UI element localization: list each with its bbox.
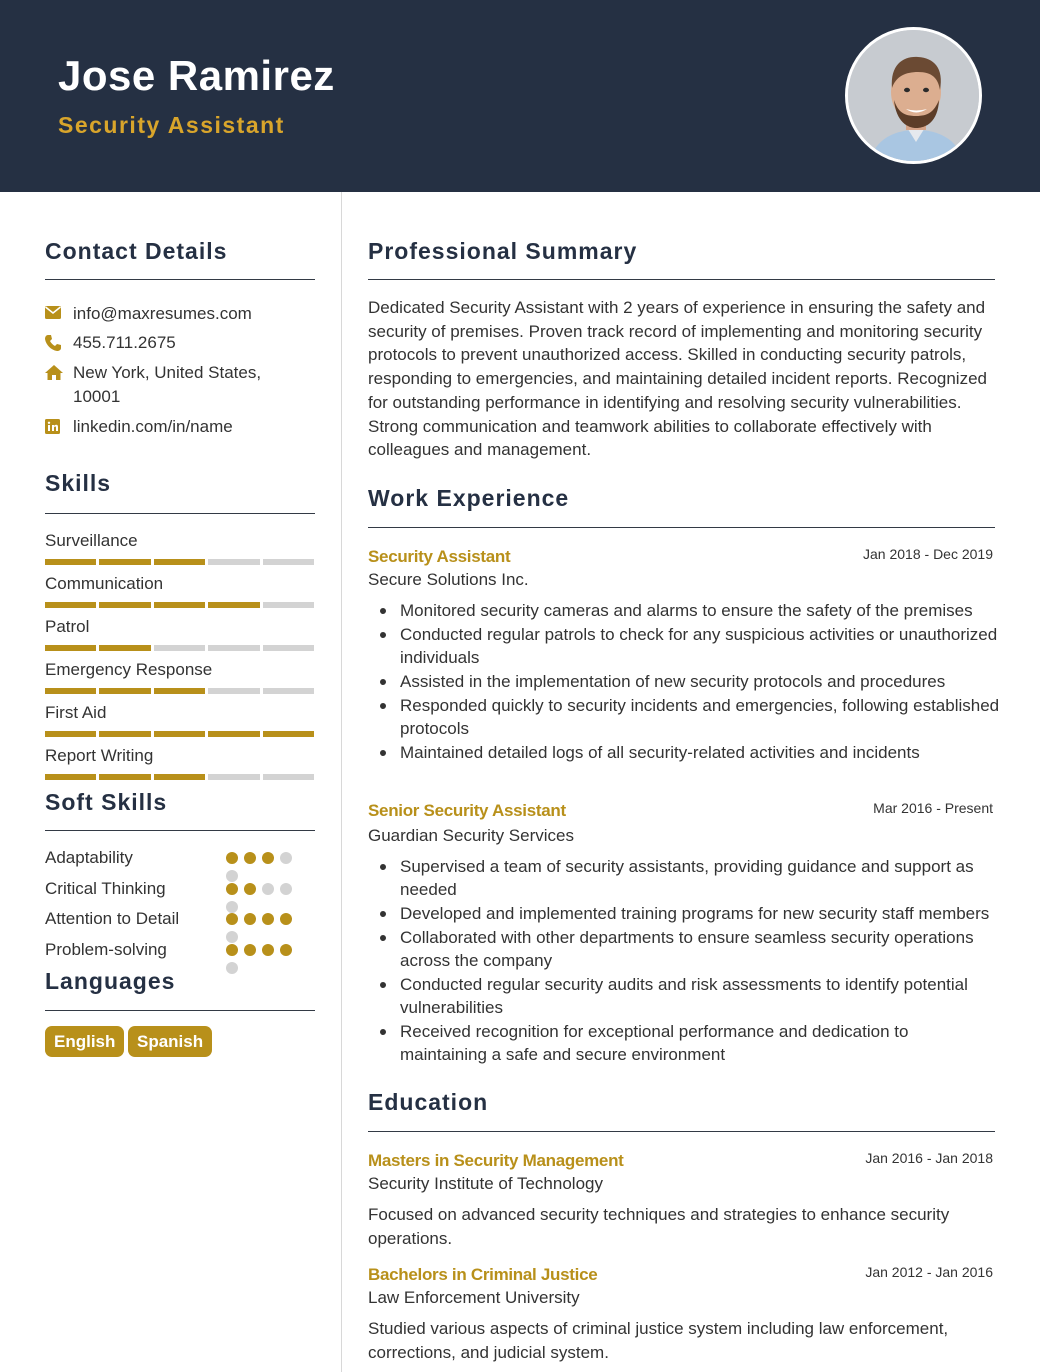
list-item: Supervised a team of security assistants, providing guidance and support as needed (400, 855, 1000, 901)
rating-dot (244, 852, 256, 864)
contact-email[interactable] (45, 302, 252, 326)
skill-label: Communication (45, 574, 164, 593)
soft-skills-divider (45, 830, 315, 831)
rating-dot (280, 852, 292, 864)
skill-level-segment (45, 602, 96, 608)
languages-title: Languages (45, 968, 176, 994)
rating-dot (226, 962, 238, 974)
skill-level-segment (154, 602, 205, 608)
rating-dot (262, 883, 274, 895)
skill-level-segment (208, 688, 259, 694)
contact-linkedin-text: linkedin.com/in/name (73, 417, 233, 436)
education-divider (368, 1131, 995, 1132)
degree-title: Masters in Security Management (368, 1151, 624, 1170)
rating-dot (226, 901, 238, 913)
skill-level-segment (208, 602, 259, 608)
skill-label: Report Writing (45, 746, 154, 765)
skill-level-segment (263, 559, 314, 565)
rating-dot (226, 944, 238, 956)
rating-dot (226, 852, 238, 864)
skill-level-segment (45, 645, 96, 651)
job-company: Guardian Security Services (368, 826, 574, 845)
list-item: Responded quickly to security incidents and emergencies, following established protocols (400, 696, 1000, 738)
rating-dot (244, 883, 256, 895)
skill-level-bar (45, 731, 314, 737)
contact-address (45, 361, 305, 409)
job-date: Jan 2018 - Dec 2019 (863, 546, 993, 562)
skill-level-segment (208, 559, 259, 565)
skill-level-segment (99, 731, 150, 737)
phone-icon (45, 331, 73, 355)
skill-level-segment (154, 559, 205, 565)
contact-address-text: New York, United States, 10001 (73, 363, 262, 406)
skill-level-segment (45, 774, 96, 780)
rating-dot (226, 883, 238, 895)
skill-level-segment (99, 559, 150, 565)
skill-level-segment (208, 774, 259, 780)
school-name: Security Institute of Technology (368, 1174, 603, 1193)
skill-label: Emergency Response (45, 660, 213, 679)
contact-phone[interactable] (45, 331, 176, 355)
contact-email-text: info@maxresumes.com (73, 304, 252, 323)
skill-level-segment (99, 774, 150, 780)
skill-label: First Aid (45, 703, 107, 722)
skill-level-segment (154, 645, 205, 651)
job-bullets (400, 599, 1000, 765)
skill-level-segment (263, 731, 314, 737)
soft-skills-title: Soft Skills (45, 789, 168, 815)
avatar (845, 27, 982, 164)
job-title: Senior Security Assistant (368, 801, 566, 820)
skill-level-bar (45, 774, 314, 780)
summary-text: Dedicated Security Assistant with 2 years of experience in ensuring the safety and security of premises. Proven track record of implementing and monitoring security protocols to prevent unauthorized access. Skilled in conducting security patrols, responding to emergencies, and maintaining detailed incident reports. Recognized for outstanding performance in identifying and resolving security vulnerabilities. Strong communication and teamwork abilities to collaborate effectively with colleagues and management. (368, 298, 987, 460)
rating-dot (280, 913, 292, 925)
contact-linkedin[interactable] (45, 415, 233, 439)
degree-description: Studied various aspects of criminal justice system including law enforcement, corrections, and judicial system. (368, 1319, 949, 1362)
rating-dot (262, 852, 274, 864)
summary-title: Professional Summary (368, 238, 638, 264)
soft-skill-rating (226, 883, 306, 913)
rating-dot (226, 913, 238, 925)
skills-divider (45, 513, 315, 514)
skill-level-segment (45, 559, 96, 565)
candidate-role: Security Assistant (58, 112, 285, 138)
skill-label: Surveillance (45, 531, 138, 550)
list-item: Conducted regular patrols to check for any suspicious activities or unauthorized individuals (400, 623, 1000, 669)
contact-title: Contact Details (45, 238, 228, 264)
soft-skill-rating (226, 944, 306, 974)
degree-date: Jan 2016 - Jan 2018 (865, 1150, 993, 1166)
degree-description: Focused on advanced security techniques and strategies to enhance security operations. (368, 1205, 950, 1248)
soft-skill-label: Adaptability (45, 848, 133, 867)
job-date: Mar 2016 - Present (873, 800, 993, 816)
contact-divider (45, 279, 315, 280)
contact-phone-text: 455.711.2675 (73, 333, 176, 352)
skill-level-bar (45, 559, 314, 565)
list-item: Received recognition for exceptional performance and dedication to maintaining a safe and secure environment (400, 1020, 1000, 1066)
work-title: Work Experience (368, 485, 570, 511)
list-item: Assisted in the implementation of new security protocols and procedures (400, 670, 1000, 693)
work-divider (368, 527, 995, 528)
job-company: Secure Solutions Inc. (368, 570, 529, 589)
languages-divider (45, 1010, 315, 1011)
resume-header (0, 0, 1040, 192)
job-bullets (400, 855, 1000, 1067)
degree-date: Jan 2012 - Jan 2016 (865, 1264, 993, 1280)
skill-level-segment (45, 731, 96, 737)
skill-level-segment (263, 688, 314, 694)
linkedin-icon (45, 415, 73, 439)
skill-level-segment (154, 774, 205, 780)
candidate-name: Jose Ramirez (58, 52, 335, 99)
soft-skill-rating (226, 913, 306, 943)
skill-level-bar (45, 688, 314, 694)
skill-level-bar (45, 645, 314, 651)
list-item: Collaborated with other departments to ensure seamless security operations across the company (400, 926, 1000, 972)
list-item: Developed and implemented training programs for new security staff members (400, 902, 1000, 925)
skill-level-segment (99, 645, 150, 651)
degree-title: Bachelors in Criminal Justice (368, 1265, 598, 1284)
summary-divider (368, 279, 995, 280)
rating-dot (262, 944, 274, 956)
home-icon (45, 361, 73, 409)
column-divider (341, 192, 342, 1372)
language-badge-english: English (45, 1026, 124, 1057)
job-title: Security Assistant (368, 547, 511, 566)
education-title: Education (368, 1089, 489, 1115)
skill-level-segment (208, 731, 259, 737)
rating-dot (244, 944, 256, 956)
list-item: Maintained detailed logs of all security-related activities and incidents (400, 741, 1000, 764)
rating-dot (226, 870, 238, 882)
rating-dot (244, 913, 256, 925)
list-item: Conducted regular security audits and risk assessments to identify potential vulnerabilities (400, 973, 1000, 1019)
soft-skill-label: Attention to Detail (45, 909, 180, 928)
skill-level-segment (154, 688, 205, 694)
skill-level-segment (154, 731, 205, 737)
language-badge-spanish: Spanish (128, 1026, 212, 1057)
skill-level-segment (263, 645, 314, 651)
avatar-photo-icon (848, 30, 982, 164)
soft-skill-label: Critical Thinking (45, 878, 166, 898)
skill-level-segment (263, 602, 314, 608)
skill-label: Patrol (45, 617, 90, 636)
rating-dot (280, 883, 292, 895)
list-item: Monitored security cameras and alarms to ensure the safety of the premises (400, 599, 1000, 622)
skill-level-segment (263, 774, 314, 780)
email-icon (45, 302, 73, 326)
soft-skill-rating (226, 852, 306, 882)
rating-dot (226, 931, 238, 943)
rating-dot (262, 913, 274, 925)
skill-level-segment (208, 645, 259, 651)
school-name: Law Enforcement University (368, 1288, 580, 1307)
skill-level-segment (99, 688, 150, 694)
skill-level-segment (99, 602, 150, 608)
rating-dot (280, 944, 292, 956)
skill-level-bar (45, 602, 314, 608)
skills-title: Skills (45, 470, 112, 496)
skill-level-segment (45, 688, 96, 694)
soft-skill-label: Problem-solving (45, 939, 167, 959)
